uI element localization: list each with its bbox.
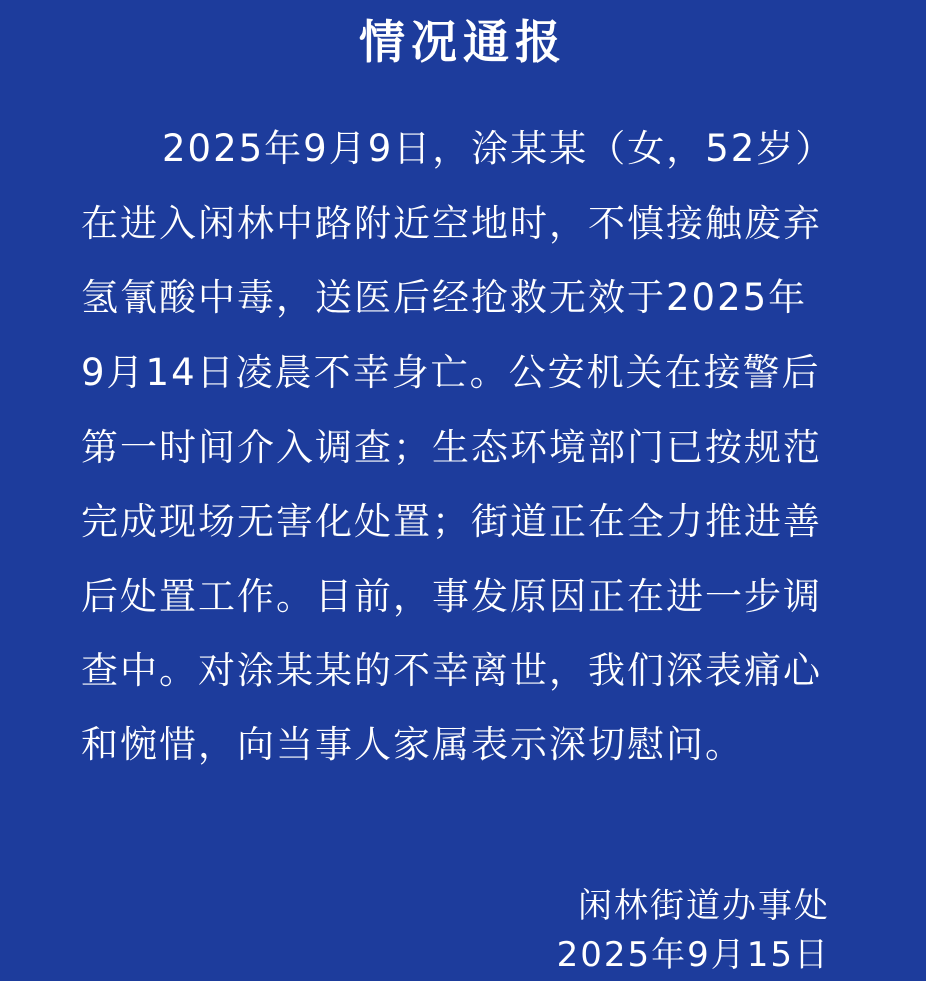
body-line-3: 氢氰酸中毒，送医后经抢救无效于2025年 bbox=[81, 276, 808, 319]
body-line-2: 在进入闲林中路附近空地时，不慎接触废弃 bbox=[81, 202, 822, 245]
issuer-name: 闲林街道办事处 bbox=[578, 886, 830, 926]
body-line-4: 9月14日凌晨不幸身亡。公安机关在接警后 bbox=[81, 351, 821, 394]
issue-date: 2025年9月15日 bbox=[556, 935, 830, 975]
body-line-1: 2025年9月9日，涂某某（女，52岁） bbox=[162, 127, 835, 170]
body-line-8: 查中。对涂某某的不幸离世，我们深表痛心 bbox=[81, 649, 822, 692]
body-line-7: 后处置工作。目前，事发原因正在进一步调 bbox=[81, 575, 822, 618]
body-line-5: 第一时间介入调查；生态环境部门已按规范 bbox=[81, 426, 822, 469]
body-line-9: 和惋惜，向当事人家属表示深切慰问。 bbox=[81, 723, 744, 766]
body-line-6: 完成现场无害化处置；街道正在全力推进善 bbox=[81, 500, 822, 543]
notice-title: 情况通报 bbox=[359, 15, 567, 69]
